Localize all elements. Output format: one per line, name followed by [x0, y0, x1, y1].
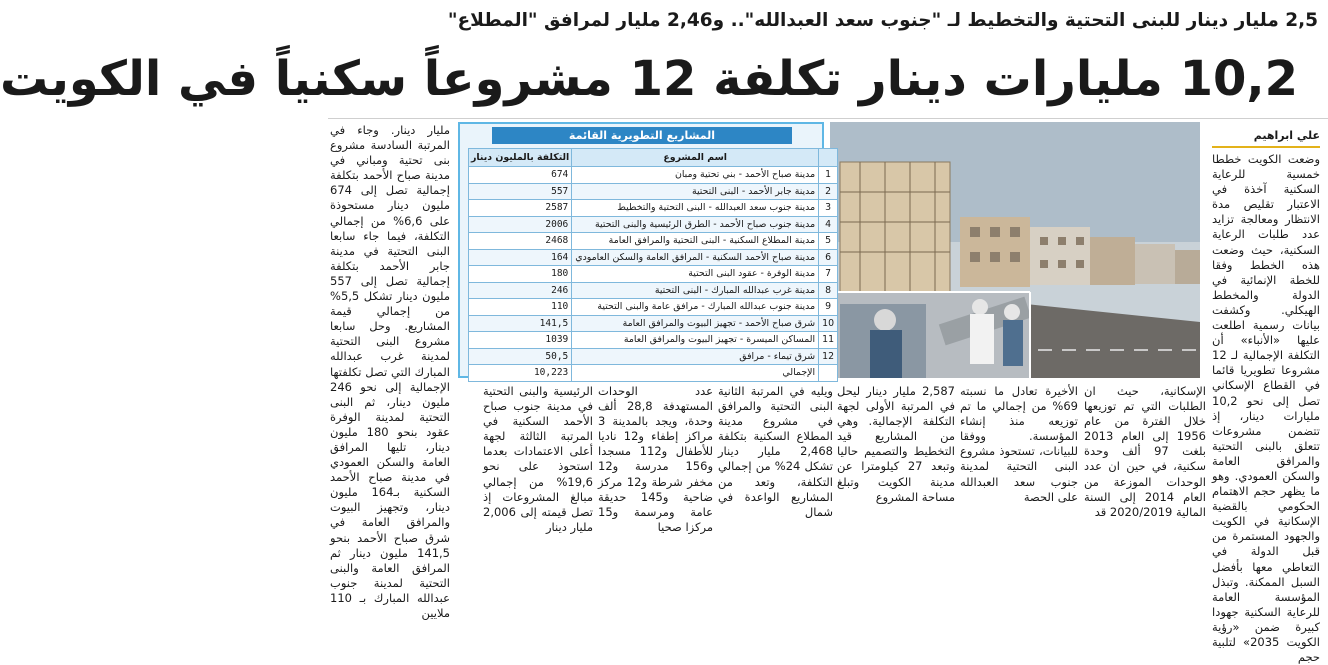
table-row	[469, 249, 838, 266]
row-cost: 164	[469, 249, 572, 266]
col-header-cost: التكلفة بالمليون دينار	[469, 149, 572, 167]
row-project-name: مدينة الوفرة - عقود البنى التحتية	[572, 266, 819, 283]
col-header-number	[819, 149, 838, 167]
row-cost: 246	[469, 282, 572, 299]
article-column-left: مليار دينار. وجاء في المرتبة السادسة مشروع بنى تحتية ومباني في مدينة صباح الأحمد بتكلفة إجمالية تصل إلى 674 مليون دينار مستحوذة على 6,6% من إجمالي التكلفة، فيما جاء سابعا البنى التحتية في مدينة جابر الأحمد بتكلفة إجمالية تصل إلى 557 مليون دينار تشكل 5,5% من إجمالي قيمة المشاريع. وحل سابعا مشروع البنى التحتية لمدينة غرب عبدالله المبارك التي تصل تكلفتها الإجمالية إلى نحو 246 مليون دينار، ثم البنى التحتية لمدينة الوفرة عقود بنحو 180 مليون دينار، تليها المرافق العامة والسكن العمودي في مدينة صباح الأحمد السكنية بـ164 مليون دينار، وتجهيز البيوت والمرافق العامة في شرق صباح الأحمد بنحو 141,5 مليون دينار ثم المرافق العامة والبنى التحتية لمدينة جنوب عبدالله المبارك بـ 110 ملايين	[330, 123, 451, 620]
row-project-name: مدينة صباح الأحمد - بني تحتية ومبان	[572, 167, 819, 184]
row-number: 4	[819, 216, 838, 233]
row-number: 6	[819, 249, 838, 266]
table-total-row	[469, 365, 838, 382]
kicker-headline: 2,5 مليار دينار للبنى التحتية والتخطيط لـ "جنوب سعد العبدالله".. و2,46 مليار لمرافق "المطلاع"	[447, 10, 1318, 31]
row-cost: 674	[469, 167, 572, 184]
row-number: 10	[819, 315, 838, 332]
table-row	[469, 315, 838, 332]
row-number: 11	[819, 332, 838, 349]
row-cost: 50,5	[469, 348, 572, 365]
row-number: 8	[819, 282, 838, 299]
article-column-bottom-2: الأخيرة تعادل ما نسبته 69% من إجمالي ما تم توزيعه منذ إنشاء المؤسسة. ووفقا للبيانات، تستحوذ مشروع البنى التحتية لمدينة جنوب سعد العبدالله على الحصة	[960, 384, 1078, 504]
row-cost: 557	[469, 183, 572, 200]
col-header-project-name: اسم المشروع	[572, 149, 819, 167]
table-row	[469, 183, 838, 200]
row-cost: 1039	[469, 332, 572, 349]
article-column-bottom-3: 2,587 مليار دينار ليحل في المرتبة الأولى لجهة التكلفة الإجمالية. وهي من المشاريع قيد التخطيط والتصميم حاليا وتبعد 27 كيلومترا عن مدينة الكويت وتبلغ مساحة المشروع	[837, 384, 955, 504]
row-cost: 180	[469, 266, 572, 283]
table-row	[469, 200, 838, 217]
table-row	[469, 167, 838, 184]
total-label: الإجمالي	[572, 365, 819, 382]
row-cost: 2468	[469, 233, 572, 250]
total-number-cell	[819, 365, 838, 382]
projects-table	[468, 148, 838, 382]
table-row	[469, 216, 838, 233]
article-column-right: وضعت الكويت خططا خمسية للرعاية السكنية آخذة في الاعتبار تقليص مدة الانتظار ومعالجة تزايد عدد طلبات الرعاية السكنية، حيث وضعت هذه الخطط وفقا للخطة الإنمائية في الدولة والمخطط الهيكلي. وكشفت بيانات رسمية اطلعت عليها «الأنباء» أن التكلفة الإجمالية لـ 12 مشروعا تطويريا قائما في القطاع الإسكاني تصل إلى نحو 10,2 مليارات دينار، إذ تتضمن مشروعات تتعلق بالبنى التحتية والمرافق العامة والسكن العمودي. وهو ما يظهر حجم الاهتمام الحكومي بالقضية الإسكانية في الكويت والجهود المستمرة من قبل الدولة في التعاطي معها بأفضل السبل الممكنة. وتبذل المؤسسة العامة للرعاية السكنية جهودا كبيرة ضمن «رؤية الكويت 2035» لتلبية حجم	[1212, 152, 1320, 665]
table-row	[469, 282, 838, 299]
table-row	[469, 348, 838, 365]
table-row	[469, 233, 838, 250]
article-column-bottom-4: ويليه في المرتبة الثانية البنى التحتية والمرافق في مشروع مدينة المطلاع السكنية بتكلفة 2,468 مليار دينار تشكل 24% من إجمالي التكلفة، وتعد من المشاريع الواعدة في شمال	[718, 384, 833, 519]
table-row	[469, 332, 838, 349]
row-number: 5	[819, 233, 838, 250]
construction-photo	[830, 122, 1200, 378]
table-row	[469, 266, 838, 283]
total-value: 10,223	[469, 365, 572, 382]
row-project-name: مدينة جنوب عبدالله المبارك - مرافق عامة والبنى التحتية	[572, 299, 819, 316]
row-cost: 110	[469, 299, 572, 316]
row-number: 3	[819, 200, 838, 217]
row-cost: 2587	[469, 200, 572, 217]
row-number: 2	[819, 183, 838, 200]
main-headline: 10,2 مليارات دينار تكلفة 12 مشروعاً سكنياً في الكويت	[0, 51, 1298, 107]
row-project-name: مدينة جابر الأحمد - البنى التحتية	[572, 183, 819, 200]
row-project-name: شرق صباح الأحمد - تجهيز البيوت والمرافق العامة	[572, 315, 819, 332]
row-number: 9	[819, 299, 838, 316]
table-title: المشاريع التطويرية القائمة	[492, 127, 792, 144]
row-project-name: مدينة جنوب صباح الأحمد - الطرق الرئيسية والبنى التحتية	[572, 216, 819, 233]
row-number: 1	[819, 167, 838, 184]
row-project-name: المساكن الميسرة - تجهيز البيوت والمرافق العامة	[572, 332, 819, 349]
article-column-bottom-1: الإسكانية، حيث ان الطلبات التي تم توزيعها خلال الفترة من عام 1956 إلى العام 2013 بلغت 97 ألف وحدة سكنية، في حين ان عدد الوحدات الموزعة من العام 2014 إلى السنة المالية 2020/2019 قد	[1084, 384, 1206, 519]
row-number: 7	[819, 266, 838, 283]
header-divider	[328, 118, 1328, 119]
author-byline: علي ابراهيم	[1212, 126, 1320, 148]
row-project-name: مدينة صباح الأحمد السكنية - المرافق العامة والسكن العامودي	[572, 249, 819, 266]
row-project-name: شرق تيماء - مرافق	[572, 348, 819, 365]
row-cost: 141,5	[469, 315, 572, 332]
projects-table-box	[458, 122, 835, 379]
row-number: 12	[819, 348, 838, 365]
row-project-name: مدينة جنوب سعد العبدالله - البنى التحتية والتخطيط	[572, 200, 819, 217]
row-cost: 2006	[469, 216, 572, 233]
row-project-name: مدينة غرب عبدالله المبارك - البنى التحتية	[572, 282, 819, 299]
table-row	[469, 299, 838, 316]
article-column-bottom-6: الرئيسية والبنى التحتية في مدينة جنوب صباح الأحمد السكنية في المرتبة الثالثة لجهة أعلى الاعتمادات بعدما استحوذ على نحو 19,6% من إجمالي مبالغ المشروعات إذ تصل قيمته إلى 2,006 مليار دينار	[483, 384, 593, 534]
row-project-name: مدينة المطلاع السكنية - البنى التحتية والمرافق العامة	[572, 233, 819, 250]
article-column-bottom-5: عدد الوحدات المستهدفة 28,8 ألف وحدة، ويجد بالمدينة 3 مراكز إطفاء و12 ناديا للأطفال و112 مسجدا و156 مدرسة و12 مخفر شرطة و12 مركز ضاحية و145 حديقة عامة ومرسمة و15 مركزا صحيا	[598, 384, 714, 534]
